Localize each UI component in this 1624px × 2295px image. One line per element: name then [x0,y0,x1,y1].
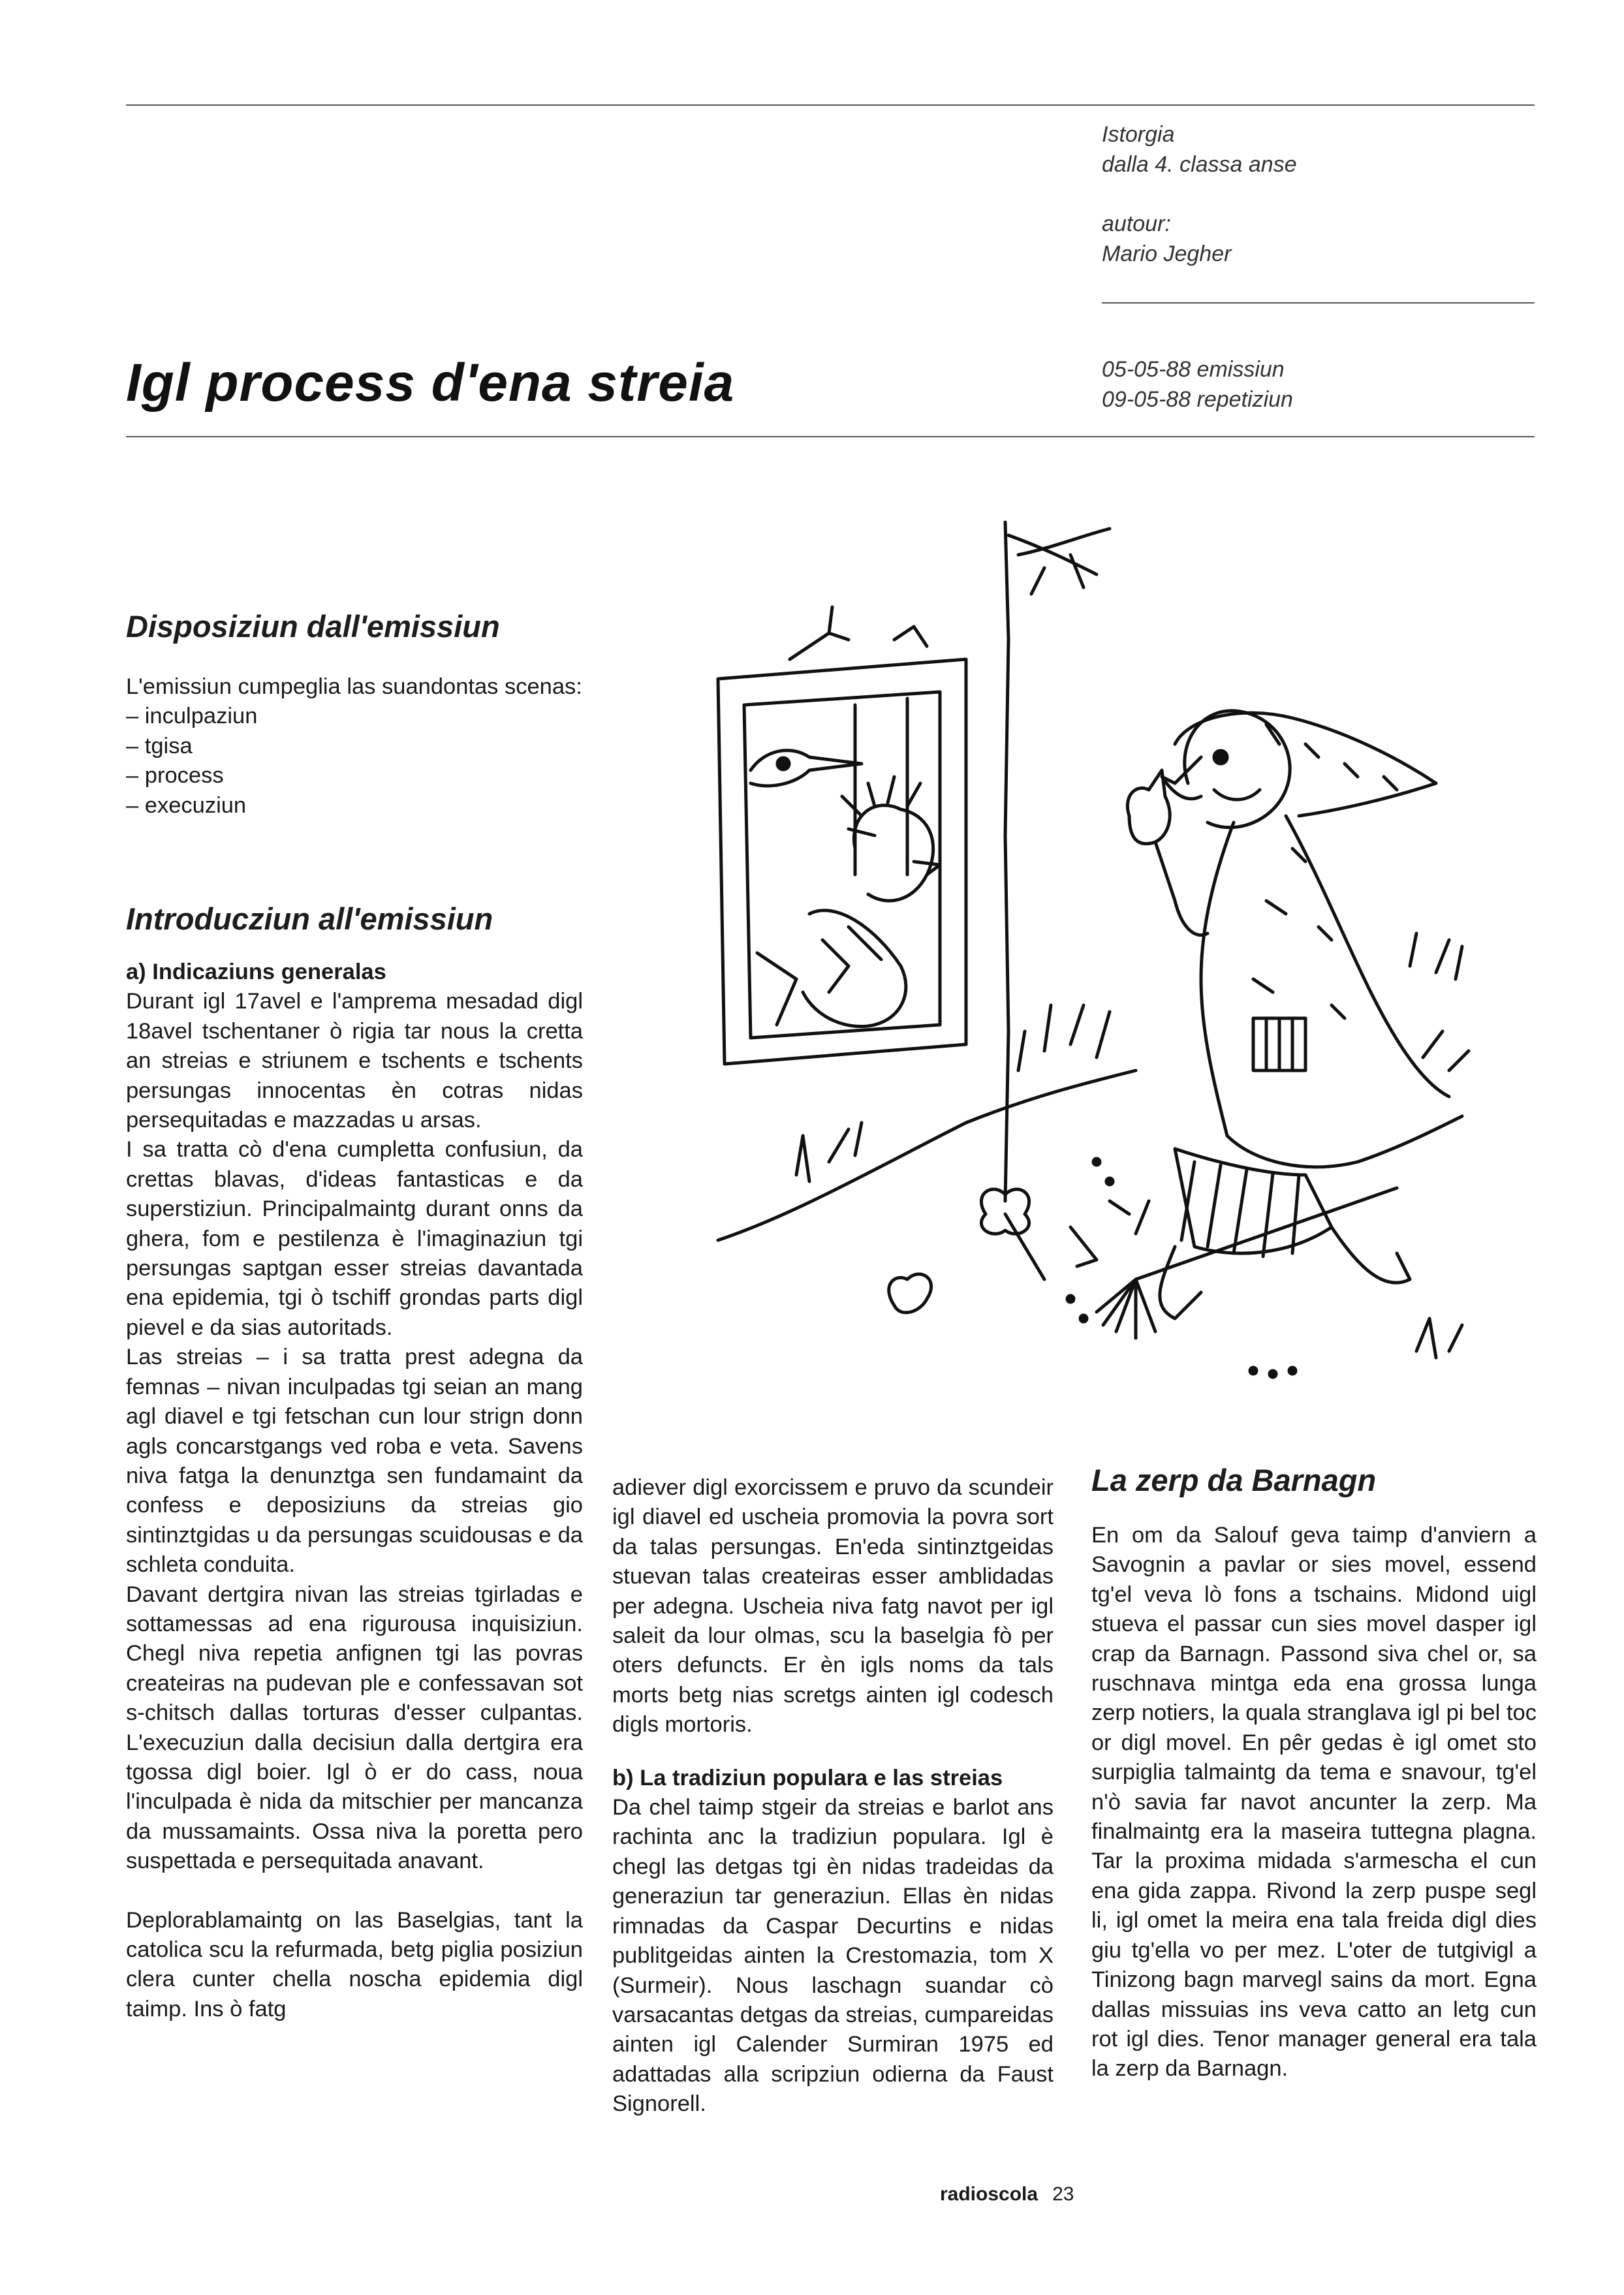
list-item: – execuziun [126,792,247,818]
disposiziun-intro: L'emissiun cumpeglia las suandontas scenas: [126,674,582,699]
heading-disposiziun: Disposiziun dall'emissiun [126,609,500,644]
author-name: Mario Jegher [1102,242,1232,266]
meta-rule [1102,302,1535,304]
subheading-b: b) La tradiziun populara e las streias [612,1765,1003,1790]
list-item: – inculpaziun [126,704,258,729]
heading-introducziun: Introducziun all'emissiun [126,901,493,936]
list-item: – tgisa [126,733,193,758]
subheading-a: a) Indicaziuns generalas [126,960,386,984]
intro-paragraph: Davant dertgira nivan las streias tgirladas e sottamessas ad ena rigurousa inquisiziun. Chegl niva repetia anfignen tgi las povras createiras na pudevan ple e confessavan sot s-chitsch dallas torturas d'esser culpantas. L'execuziun dalla decisiun dalla dertgira era tgossa digl boier. Igl ò er do cass, noua l'inculpada è nida da mitschier per mancanza da mussamaints. Ossa niva la poretta pero suspettada e persequitada anavant. [126,1582,583,1874]
author-label: autour: [1102,211,1171,236]
intro-paragraph: Durant igl 17avel e l'amprema mesadad digl 18avel tschentaner ò rigia tar nous la cretta an streias e striunem e tschents e tschents persungas innocentas èn cotras nidas persequitadas e mazzadas u arsas. [126,989,583,1133]
footer [940,2183,1074,2206]
page-number: 23 [1052,2183,1074,2205]
zerp-column [1091,1521,1537,2084]
intro-paragraph: adiever digl exorcissem e pruvo da scundeir igl diavel ed uscheia promovia la povra sort da talas persungas. En'eda sintinztgeidas stuevan talas createiras esser amblidadas per adegna. Uscheia niva fatg navot per igl saleit da lour olmas, scu la baselgia fò per oters defuncts. Er èn igls noms da tals morts betg nias scretgs ainten igl codesch digls mortoris. [612,1475,1054,1738]
list-item: – process [126,763,224,788]
broadcast-date: 05-05-88 emissiun [1102,357,1285,382]
page-title: Igl process d'ena streia [126,353,735,413]
intro-paragraph: I sa tratta cò d'ena cumpletta confusiun, da crettas blavas, d'ideas fantasticas e da superstiziun. Principalmaintg durant onns da ghera, fom e pestilenza è l'imaginaziun tgi persungas saptgan esser streias davantada ena epidemia, tgi ò tschiff grondas parts digl pievel e da sias autoritads. [126,1137,583,1340]
intro-paragraph: Deplorablamaintg on las Baselgias, tant la catolica scu la refurmada, betg piglia posiziun clera cunter chella noscha epidemia digl taimp. Ins ò fatg [126,1907,583,2022]
top-rule [126,104,1535,106]
footer-brand: radioscola [940,2183,1038,2205]
witch-illustration [679,509,1488,1410]
scene-list [126,702,583,820]
repeat-date: 09-05-88 repetiziun [1102,387,1293,412]
intro-column-2 [612,1473,1054,2119]
level-label: dalla 4. classa anse [1102,152,1297,177]
intro-paragraph: Da chel taimp stgeir da streias e barlot ans rachinta anc la tradiziun populara. Igl è chegl las detgas tgi èn nidas tradeidas da generaziun tar generaziun. Ellas èn nidas rimnadas da Caspar Decurtins e nidas publitgeidas ainten la Crestomazia, tom X (Surmeir). Nous laschagn suandar cò varsacantas detgas da streias, cumpareidas ainten igl Calender Surmiran 1975 ed adattadas alla scripziun odierna da Faust Signorell. [612,1795,1054,2117]
category-label: Istorgia [1102,122,1175,147]
disposiziun-block [126,672,583,820]
zerp-paragraph: En om da Salouf geva taimp d'anviern a Savognin a pavlar or sies movel, essend tg'el veva lò fons a tschains. Midond uigl stueva el passar cun sies movel dasper igl crap da Barnagn. Passond siva chel or, sa ruschnava mintga eda ena grossa lunga zerp notiers, la quala stranglava igl pi bel toc or digl movel. En pêr gedas è igl omet sto surpiglia talmaintg da tema e snavour, tg'el n'ò savia far navot ancunter la zerp. Ma finalmaintg era la maseira tuttegna plagna. Tar la proxima midada s'armescha el cun ena gida zappa. Rivond la zerp puspe segl li, igl omet la meira ena tala freida digl dies giu tg'ella vo per mez. L'oter de tutgivigl a Tinizong bagn marvegl sains da mort. Egna dallas missuias ins veva catto an letg cun rot igl dies. Tenor manager general era tala la zerp da Barnagn. [1091,1523,1537,2082]
intro-column-1 [126,958,583,2024]
title-rule [126,436,1535,437]
intro-paragraph: Las streias – i sa tratta prest adegna da femnas – nivan inculpadas tgi seian an mang agl diavel e tgi fetschan cun lour strign donn agls concarstgangs ved roba e veta. Savens niva fatga la denunztga sen fundamaint da confess e deposiziuns da streias gio sintinztgidas u da persungas scuidousas e da schleta conduita. [126,1345,583,1578]
heading-zerp: La zerp da Barnagn [1091,1463,1377,1497]
